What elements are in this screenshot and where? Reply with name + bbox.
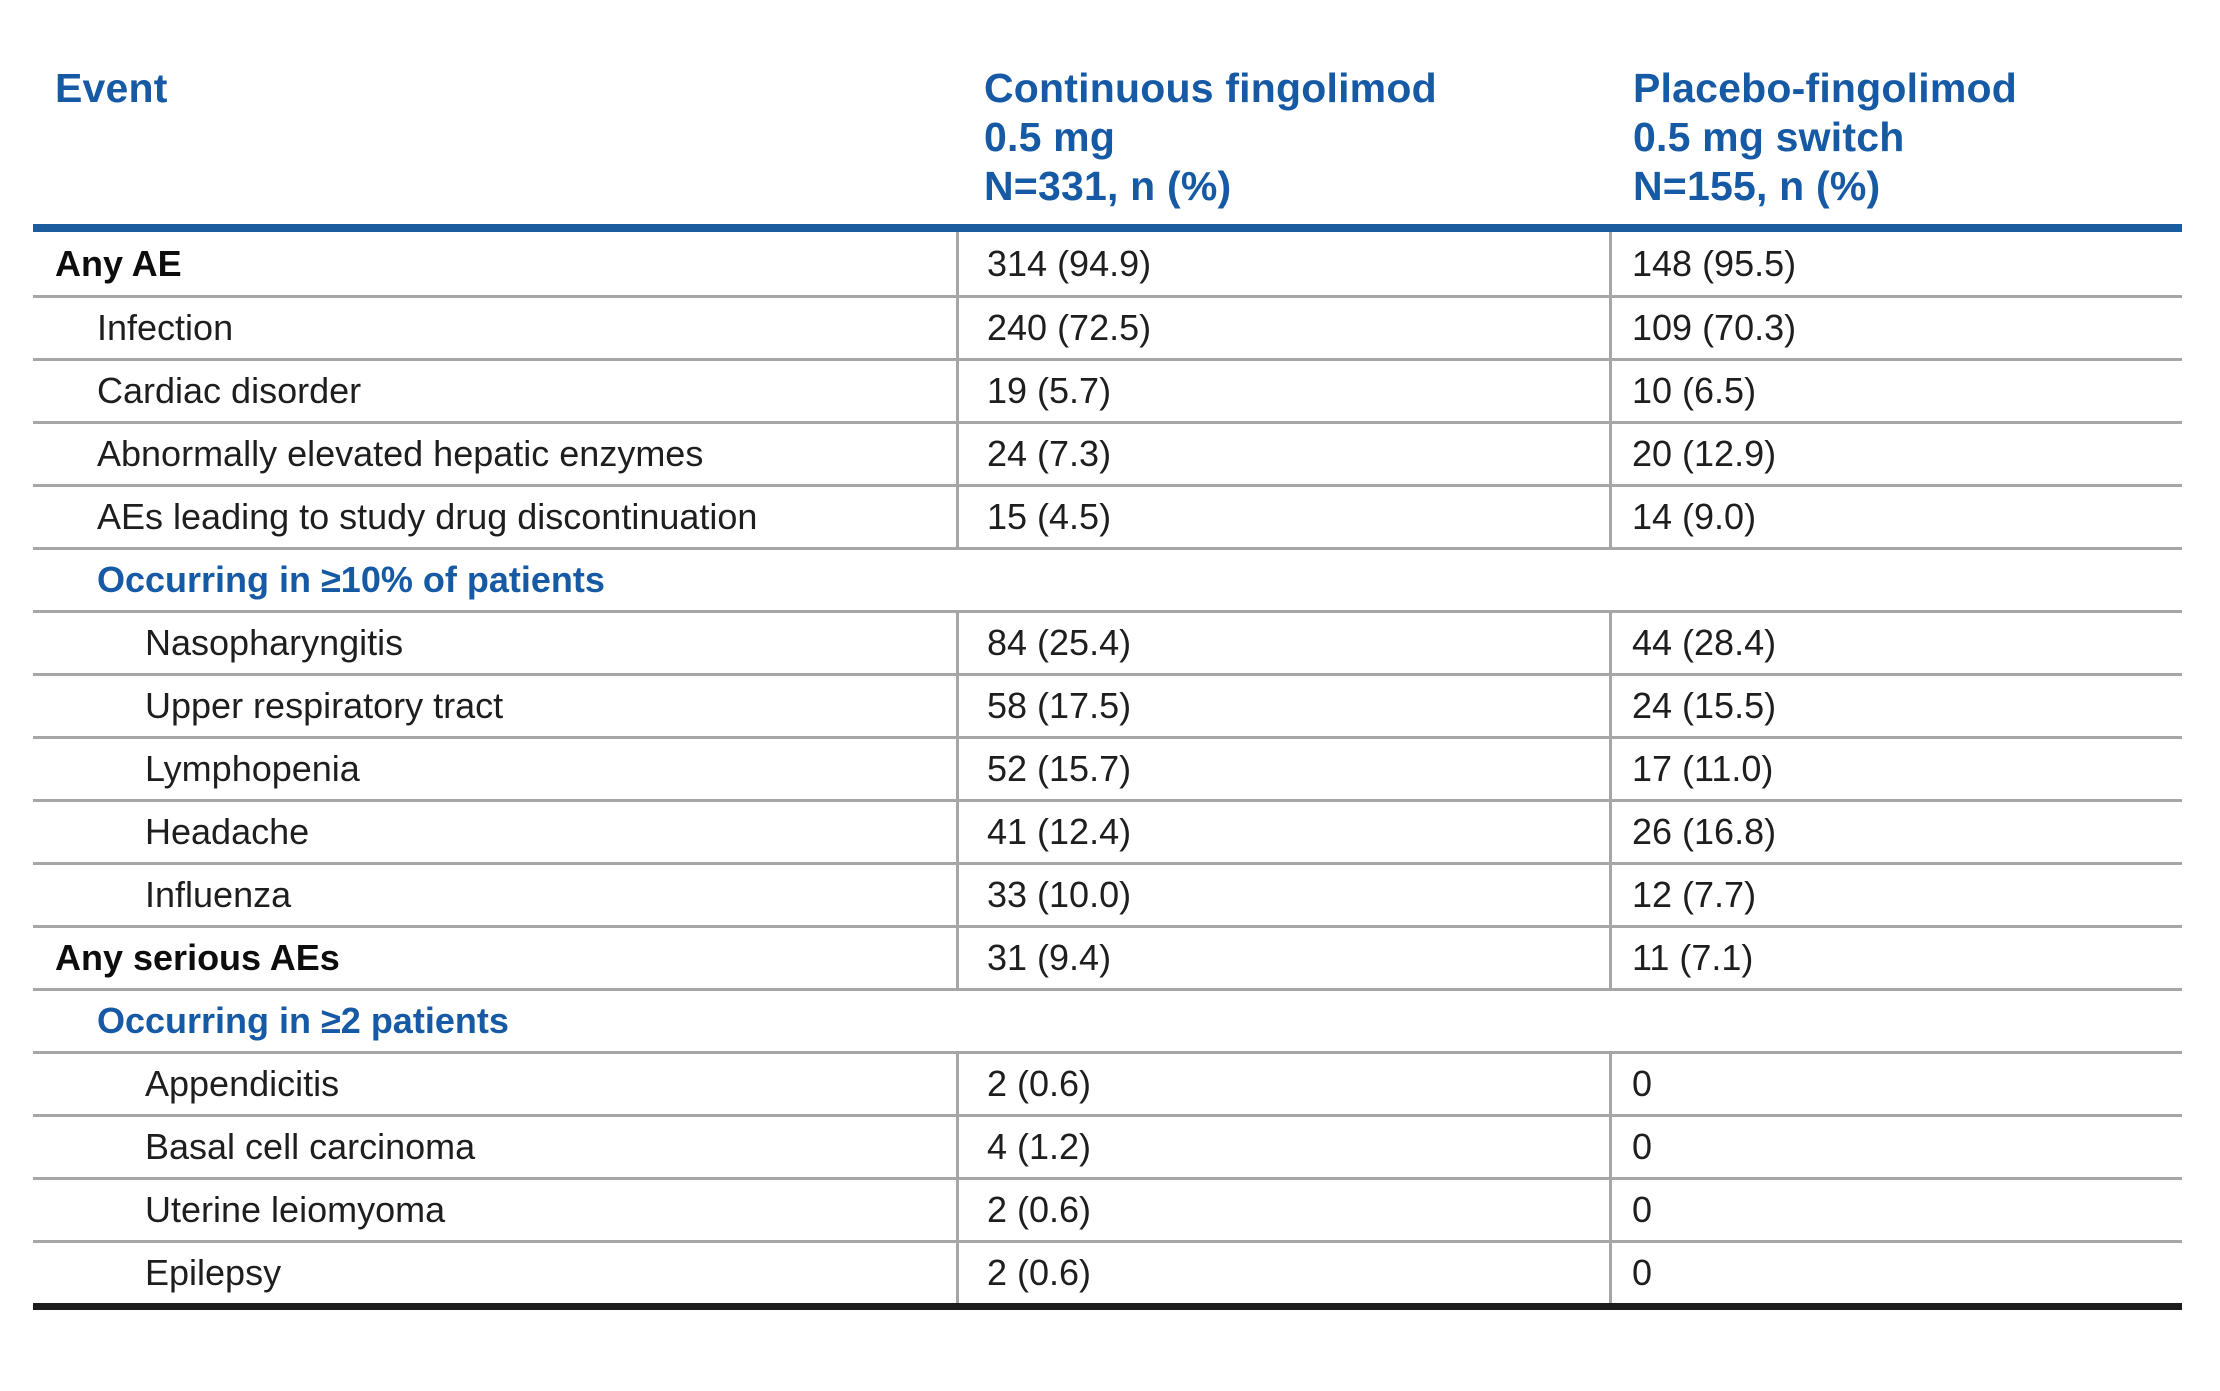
continuous-fingolimod-value: 2 (0.6) <box>956 1054 1609 1114</box>
event-label: Basal cell carcinoma <box>145 1126 476 1167</box>
header-line: 0.5 mg switch <box>1633 114 1905 160</box>
event-label: Upper respiratory tract <box>145 685 504 726</box>
header-line: Placebo-fingolimod <box>1633 65 2017 111</box>
table-row <box>33 484 2182 547</box>
table-row <box>33 736 2182 799</box>
adverse-events-table <box>33 0 2182 1310</box>
placebo-fingolimod-value: 44 (28.4) <box>1609 613 2182 673</box>
table-row <box>33 421 2182 484</box>
placebo-fingolimod-value: 11 (7.1) <box>1609 928 2182 988</box>
continuous-fingolimod-value: 41 (12.4) <box>956 802 1609 862</box>
event-label: Cardiac disorder <box>97 370 362 411</box>
header-line: Continuous fingolimod <box>984 65 1437 111</box>
table-row <box>33 673 2182 736</box>
continuous-fingolimod-value: 240 (72.5) <box>956 298 1609 358</box>
event-label: Appendicitis <box>145 1063 340 1104</box>
continuous-fingolimod-value: 15 (4.5) <box>956 487 1609 547</box>
event-label: Infection <box>97 307 234 348</box>
table-row <box>33 862 2182 925</box>
placebo-fingolimod-value: 0 <box>1609 1180 2182 1240</box>
continuous-fingolimod-value: 84 (25.4) <box>956 613 1609 673</box>
placebo-fingolimod-value: 0 <box>1609 1243 2182 1303</box>
table-row <box>33 1177 2182 1240</box>
continuous-fingolimod-value: 2 (0.6) <box>956 1180 1609 1240</box>
continuous-fingolimod-value: 24 (7.3) <box>956 424 1609 484</box>
column-header-event <box>33 64 956 211</box>
table-row <box>33 1240 2182 1303</box>
placebo-fingolimod-value <box>1609 550 2182 610</box>
table-row <box>33 1051 2182 1114</box>
table-row <box>33 1114 2182 1177</box>
event-label: Occurring in ≥10% of patients <box>97 559 605 600</box>
event-label: Lymphopenia <box>145 748 360 789</box>
column-header-placebo-fingolimod <box>1609 64 2182 211</box>
table-row <box>33 988 2182 1051</box>
event-label: Epilepsy <box>145 1252 282 1293</box>
table-row <box>33 610 2182 673</box>
event-label: Uterine leiomyoma <box>145 1189 446 1230</box>
table-header-row <box>33 0 2182 232</box>
placebo-fingolimod-value: 20 (12.9) <box>1609 424 2182 484</box>
placebo-fingolimod-value: 0 <box>1609 1117 2182 1177</box>
table-row <box>33 799 2182 862</box>
placebo-fingolimod-value <box>1609 991 2182 1051</box>
event-label: Influenza <box>145 874 292 915</box>
event-label: Any serious AEs <box>55 937 340 978</box>
event-label: Abnormally elevated hepatic enzymes <box>97 433 704 474</box>
header-line: N=155, n (%) <box>1633 163 1881 209</box>
continuous-fingolimod-value: 52 (15.7) <box>956 739 1609 799</box>
table-row <box>33 547 2182 610</box>
event-label: Nasopharyngitis <box>145 622 404 663</box>
continuous-fingolimod-value: 31 (9.4) <box>956 928 1609 988</box>
table-row <box>33 295 2182 358</box>
placebo-fingolimod-value: 10 (6.5) <box>1609 361 2182 421</box>
placebo-fingolimod-value: 0 <box>1609 1054 2182 1114</box>
event-label: AEs leading to study drug discontinuation <box>97 496 758 537</box>
continuous-fingolimod-value <box>956 550 1609 610</box>
placebo-fingolimod-value: 14 (9.0) <box>1609 487 2182 547</box>
placebo-fingolimod-value: 109 (70.3) <box>1609 298 2182 358</box>
placebo-fingolimod-value: 17 (11.0) <box>1609 739 2182 799</box>
continuous-fingolimod-value: 19 (5.7) <box>956 361 1609 421</box>
event-label: Occurring in ≥2 patients <box>97 1000 509 1041</box>
header-line: 0.5 mg <box>984 114 1116 160</box>
continuous-fingolimod-value <box>956 991 1609 1051</box>
header-line: N=331, n (%) <box>984 163 1232 209</box>
continuous-fingolimod-value: 4 (1.2) <box>956 1117 1609 1177</box>
table-row <box>33 232 2182 295</box>
table-row <box>33 925 2182 988</box>
continuous-fingolimod-value: 58 (17.5) <box>956 676 1609 736</box>
continuous-fingolimod-value: 314 (94.9) <box>956 232 1609 295</box>
placebo-fingolimod-value: 12 (7.7) <box>1609 865 2182 925</box>
header-line: Event <box>55 65 168 111</box>
event-label: Headache <box>145 811 310 852</box>
placebo-fingolimod-value: 148 (95.5) <box>1609 232 2182 295</box>
event-label: Any AE <box>55 242 182 284</box>
continuous-fingolimod-value: 2 (0.6) <box>956 1243 1609 1303</box>
table-body <box>33 232 2182 1310</box>
column-header-continuous-fingolimod <box>956 64 1609 211</box>
table-row <box>33 358 2182 421</box>
placebo-fingolimod-value: 24 (15.5) <box>1609 676 2182 736</box>
placebo-fingolimod-value: 26 (16.8) <box>1609 802 2182 862</box>
continuous-fingolimod-value: 33 (10.0) <box>956 865 1609 925</box>
